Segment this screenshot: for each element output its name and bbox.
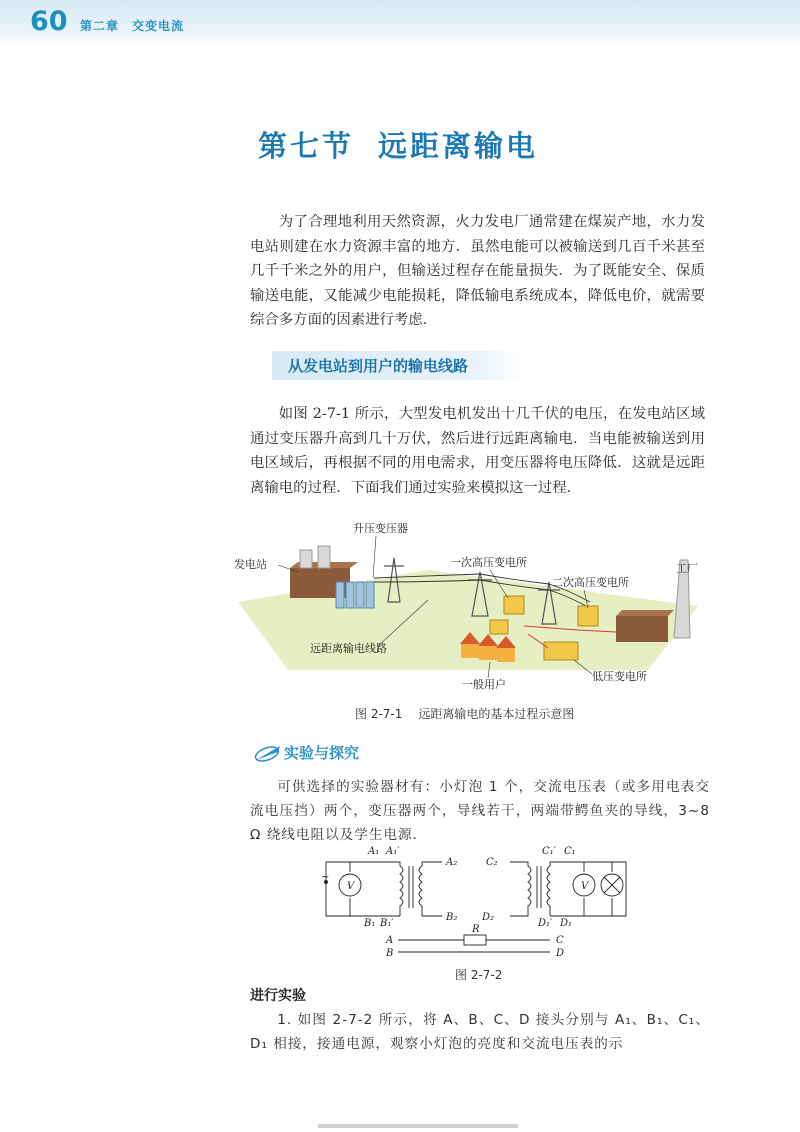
section-number: 第七节 (258, 129, 355, 163)
label-r: R (472, 924, 480, 935)
subheading-banner (272, 351, 526, 380)
figure1-caption (355, 705, 574, 722)
ac-source-label: ~ (321, 872, 330, 883)
voltmeter-left-label: V (347, 881, 355, 892)
label-b2: B₂ (446, 912, 458, 923)
intro-paragraph: 为了合理地利用天然资源，火力发电厂通常建在煤炭产地，水力发电站则建在水力资源丰富的地方．虽然电能可以被输送到几百千米甚至几千千米之外的用户，但输送过程存在能量损失．为了既能安全、保质输送电能，又能减少电能损耗，降低输电系统成本，降低电价，就需要综合多方面的因素进行考虑． (250, 214, 705, 328)
power-transmission-illustration (228, 520, 708, 700)
label-primary-substation: 一次高压变电所 (450, 556, 527, 569)
section-title (258, 124, 538, 165)
figure1-caption-text: 远距离输电的基本过程示意图 (418, 707, 575, 721)
circuit-diagram (316, 842, 636, 972)
voltmeter-right-icon (573, 874, 595, 896)
low-voltage-substation-icon (544, 642, 578, 660)
label-power-station: 发电站 (234, 558, 267, 571)
footer-mark (318, 1124, 518, 1128)
label-d1: D₁ (560, 918, 573, 929)
experiment-materials: 可供选择的实验器材有：小灯泡 1 个，交流电压表（或多用电表交流电压挡）两个，变压器两个，导线若干，两端带鳄鱼夹的导线，3~8 Ω 绕线电阻以及学生电源． (250, 779, 710, 843)
voltmeter-left-icon (339, 874, 361, 896)
experiment-heading (252, 742, 360, 768)
chapter-title: 第二章 交变电流 (80, 19, 185, 33)
page-number: 60 (30, 6, 68, 37)
figure2-caption: 图 2-7-2 (455, 968, 503, 982)
section-name: 远距离输电 (378, 129, 539, 163)
label-c2: C₂ (486, 857, 498, 868)
label-secondary-substation: 二次高压变电所 (552, 576, 629, 589)
label-line: 远距离输电线路 (310, 642, 387, 655)
label-c: C (556, 935, 564, 946)
procedure-heading: 进行实验 (250, 988, 306, 1004)
label-c1p: C₁′ (542, 846, 556, 857)
lamp-icon (601, 874, 623, 896)
label-d2: D₂ (482, 912, 495, 923)
figure1-caption-number: 图 2-7-1 (355, 707, 403, 721)
label-factory: 工厂 (676, 562, 698, 575)
label-d: D (556, 948, 565, 959)
label-b1: B₁ (364, 918, 376, 929)
secondary-substation-icon (578, 606, 598, 626)
label-a1p: A₁′ (386, 846, 400, 857)
body-paragraph: 如图 2-7-1 所示，大型发电机发出十几千伏的电压，在发电站区域通过变压器升高到几十万伏，然后进行远距离输电．当电能被输送到用电区域后，再根据不同的用电需求，用变压器将电压降低．这就是远距离输电的过程．下面我们通过实验来模拟这一过程． (250, 406, 705, 496)
label-d1p: D₁′ (538, 918, 553, 929)
label-c1: C₁ (564, 846, 576, 857)
label-b1p: B₁′ (380, 918, 394, 929)
experiment-icon (252, 742, 286, 764)
experiment-heading-text: 实验与探究 (284, 744, 360, 762)
label-a2: A₂ (446, 857, 458, 868)
subheading-text: 从发电站到用户的输电线路 (288, 357, 469, 375)
label-b: B (386, 948, 394, 959)
label-a1: A₁ (368, 846, 380, 857)
label-step-up: 升压变压器 (353, 522, 408, 535)
procedure-step-1: 1. 如图 2-7-2 所示，将 A、B、C、D 接头分别与 A₁、B₁、C₁、D₁ 相接，接通电源，观察小灯泡的亮度和交流电压表的示 (250, 1012, 710, 1052)
label-users: 一般用户 (462, 678, 506, 691)
voltmeter-right-label: V (581, 881, 589, 892)
label-a: A (386, 935, 394, 946)
label-low-substation: 低压变电所 (592, 670, 647, 683)
